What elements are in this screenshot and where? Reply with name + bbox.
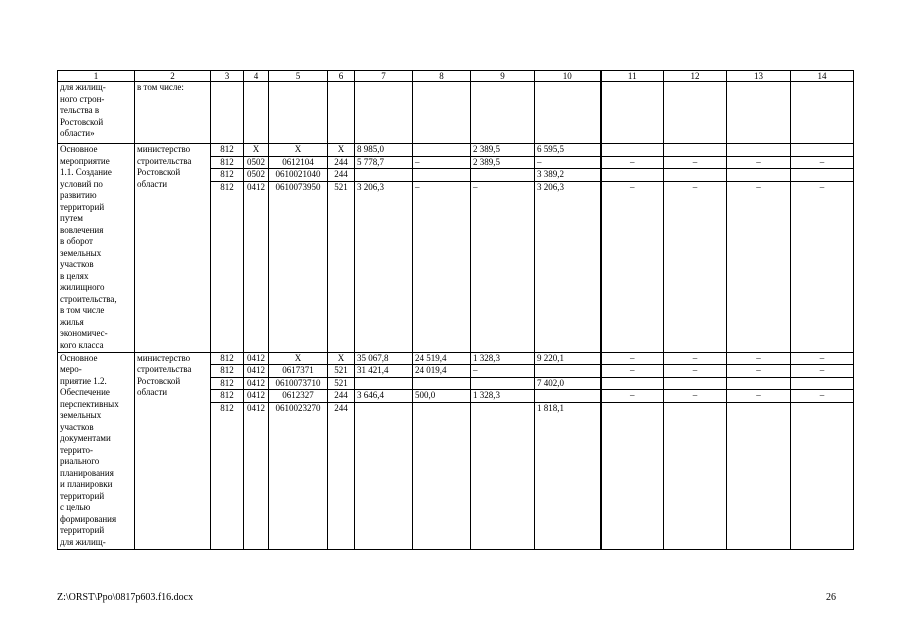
table-cell: 8 985,0 (355, 144, 413, 157)
table-cell: 500,0 (413, 390, 471, 403)
table-cell (727, 169, 791, 182)
table-cell: – (601, 156, 664, 169)
table-cell: 244 (328, 156, 355, 169)
table-cell: 3 206,3 (355, 181, 413, 352)
table-cell: X (244, 144, 269, 157)
header-cell: 5 (269, 71, 328, 82)
table-cell (355, 402, 413, 550)
table-cell: 31 421,4 (355, 365, 413, 378)
table-cell (791, 82, 854, 144)
table-cell: 1 818,1 (535, 402, 601, 550)
table-cell: 244 (328, 169, 355, 182)
table-cell (601, 402, 664, 550)
table-cell: 0612104 (269, 156, 328, 169)
table-cell (791, 144, 854, 157)
table-cell: 6 595,5 (535, 144, 601, 157)
table-cell: 812 (211, 402, 244, 550)
table-cell: – (664, 365, 727, 378)
table-cell: 244 (328, 390, 355, 403)
header-cell: 9 (471, 71, 535, 82)
table-cell (413, 402, 471, 550)
table-cell: – (727, 156, 791, 169)
table-row (58, 352, 854, 365)
table-cell (601, 82, 664, 144)
table-cell: 521 (328, 365, 355, 378)
activity-name-cell: Основное меро- приятие 1.2. Обеспечение перспективных земельных участков документами террито- риального планирования и планировки территорий с целью формирования территорий для жилищ- (58, 352, 135, 550)
table-cell: – (471, 181, 535, 352)
table-cell: 812 (211, 365, 244, 378)
table-cell (727, 82, 791, 144)
activity-name-cell: для жилищ- ного строн- тельства в Ростовской области» (58, 82, 135, 144)
table-cell: 35 067,8 (355, 352, 413, 365)
table-cell: 0412 (244, 390, 269, 403)
table-cell: – (471, 365, 535, 378)
page-number: 26 (826, 592, 836, 603)
table-cell: – (791, 352, 854, 365)
table-cell: – (727, 365, 791, 378)
table-cell (413, 377, 471, 390)
table-cell (244, 82, 269, 144)
table-cell: 0412 (244, 352, 269, 365)
responsible-cell: в том числе: (135, 82, 211, 144)
table-cell (664, 82, 727, 144)
table-cell (269, 82, 328, 144)
table-cell (727, 144, 791, 157)
file-path: Z:\ORST\Ppo\0817p603.f16.docx (57, 592, 194, 603)
table-cell: 812 (211, 390, 244, 403)
table-cell: 0502 (244, 169, 269, 182)
table-cell: – (601, 181, 664, 352)
table-cell (413, 144, 471, 157)
table-cell: 0412 (244, 181, 269, 352)
header-cell: 2 (135, 71, 211, 82)
responsible-cell: министерство строительства Ростовской области (135, 144, 211, 353)
header-cell: 14 (791, 71, 854, 82)
table-cell (601, 169, 664, 182)
table-cell (727, 402, 791, 550)
table-cell: X (269, 144, 328, 157)
header-cell: 6 (328, 71, 355, 82)
table-cell: 2 389,5 (471, 144, 535, 157)
table-cell: 244 (328, 402, 355, 550)
table-cell: – (664, 156, 727, 169)
table-cell (471, 82, 535, 144)
activity-name-cell: Основное мероприятие 1.1. Создание условий по развитию территорий путем вовлечения в оборот земельных участков в целях жилищного строительства, в том числе жилья экономичес- кого класса (58, 144, 135, 353)
table-cell (471, 169, 535, 182)
table-row (58, 82, 854, 144)
table-cell: – (601, 390, 664, 403)
table-cell (664, 144, 727, 157)
header-cell: 3 (211, 71, 244, 82)
table-cell: – (727, 352, 791, 365)
table-cell: – (664, 181, 727, 352)
budget-table (57, 70, 854, 550)
table-cell (328, 82, 355, 144)
table-cell: X (269, 352, 328, 365)
table-cell: 1 328,3 (471, 352, 535, 365)
table-cell: X (328, 352, 355, 365)
table-cell: X (328, 144, 355, 157)
table-cell: – (791, 365, 854, 378)
table-cell: 0617371 (269, 365, 328, 378)
table-cell: 812 (211, 169, 244, 182)
table-cell: 812 (211, 156, 244, 169)
table-cell: – (791, 390, 854, 403)
table-cell: 812 (211, 377, 244, 390)
table-cell (471, 402, 535, 550)
table-cell (413, 169, 471, 182)
table-cell: 9 220,1 (535, 352, 601, 365)
table-cell: 0610023270 (269, 402, 328, 550)
table-cell (355, 377, 413, 390)
table-cell: 521 (328, 181, 355, 352)
table-cell: – (791, 156, 854, 169)
table-cell: 521 (328, 377, 355, 390)
table-cell (664, 402, 727, 550)
header-cell: 10 (535, 71, 601, 82)
table-cell: – (413, 156, 471, 169)
header-cell: 13 (727, 71, 791, 82)
header-cell: 7 (355, 71, 413, 82)
table-cell (211, 82, 244, 144)
table-cell: 5 778,7 (355, 156, 413, 169)
table-cell: 812 (211, 144, 244, 157)
table-cell: 0412 (244, 377, 269, 390)
table-cell (791, 169, 854, 182)
header-cell: 4 (244, 71, 269, 82)
header-cell: 8 (413, 71, 471, 82)
table-cell (601, 377, 664, 390)
table-cell (791, 402, 854, 550)
table-cell: 3 646,4 (355, 390, 413, 403)
table-cell (413, 82, 471, 144)
table-cell: 0610073950 (269, 181, 328, 352)
table-cell: 2 389,5 (471, 156, 535, 169)
table-cell: 812 (211, 352, 244, 365)
table-cell (535, 82, 601, 144)
table-cell: 0412 (244, 365, 269, 378)
table-cell: 0412 (244, 402, 269, 550)
table-cell: – (791, 181, 854, 352)
table-cell (355, 82, 413, 144)
table-cell: 0610073710 (269, 377, 328, 390)
table-cell: 3 389,2 (535, 169, 601, 182)
table-cell: – (535, 156, 601, 169)
table-cell: – (601, 365, 664, 378)
header-cell: 1 (58, 71, 135, 82)
table-cell: 24 019,4 (413, 365, 471, 378)
table-cell (471, 377, 535, 390)
table-row (58, 144, 854, 157)
table-cell: – (601, 352, 664, 365)
header-cell: 12 (664, 71, 727, 82)
table-cell: 0502 (244, 156, 269, 169)
header-cell: 11 (601, 71, 664, 82)
table-cell: – (727, 390, 791, 403)
table-cell: 812 (211, 181, 244, 352)
table-cell (664, 377, 727, 390)
responsible-cell: министерство строительства Ростовской области (135, 352, 211, 550)
table-cell (601, 144, 664, 157)
table-cell (791, 377, 854, 390)
table-cell: – (413, 181, 471, 352)
table-cell (355, 169, 413, 182)
header-row (58, 71, 854, 82)
table-cell: 1 328,3 (471, 390, 535, 403)
table-cell: 24 519,4 (413, 352, 471, 365)
table-cell (727, 377, 791, 390)
table-cell: – (664, 352, 727, 365)
table-cell: 0612327 (269, 390, 328, 403)
table-cell: 0610021040 (269, 169, 328, 182)
table-cell (535, 365, 601, 378)
table-cell: 7 402,0 (535, 377, 601, 390)
table-cell: – (727, 181, 791, 352)
table-cell (664, 169, 727, 182)
table-cell: 3 206,3 (535, 181, 601, 352)
table-cell: – (664, 390, 727, 403)
table-cell (535, 390, 601, 403)
